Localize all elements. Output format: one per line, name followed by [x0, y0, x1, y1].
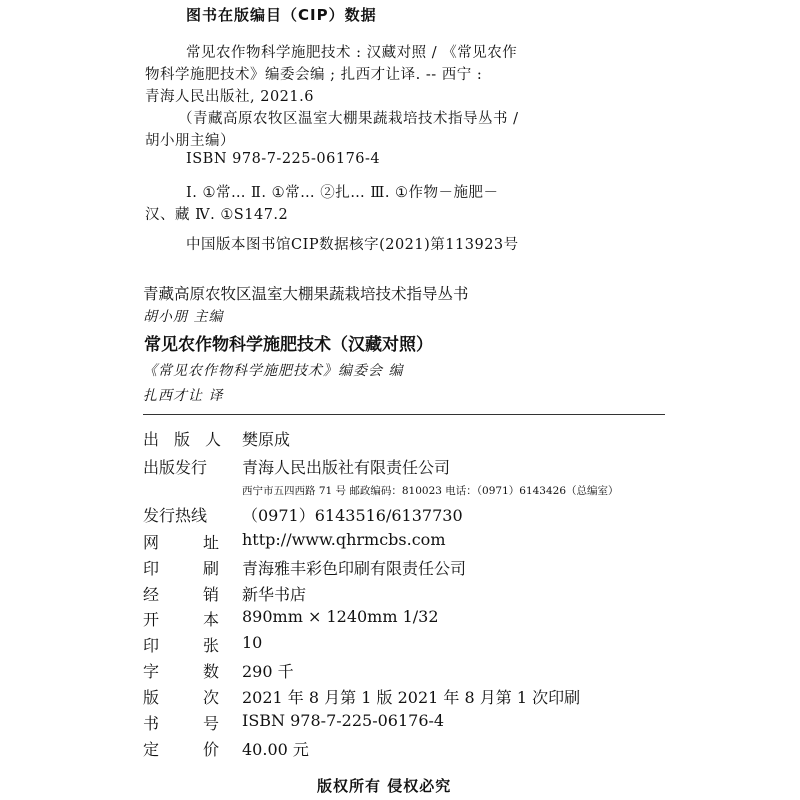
format-value: 890mm × 1240mm 1/32	[242, 607, 439, 626]
cip-line-3: 青海人民出版社, 2021.6	[145, 89, 314, 105]
format-label: 开 本	[143, 610, 219, 629]
price-value: 40.00 元	[242, 740, 309, 759]
seller-value: 新华书店	[242, 585, 307, 604]
divider-rule	[143, 414, 665, 415]
series-editor: 胡小朋 主编	[143, 309, 224, 325]
cip-line-2: 物科学施肥技术》编委会编 ; 扎西才让译. -- 西宁 :	[145, 67, 483, 83]
hotline-value: （0971）6143516/6137730	[242, 506, 463, 525]
cip-heading: 图书在版编目（CIP）数据	[186, 6, 377, 24]
isbn-value: ISBN 978-7-225-06176-4	[242, 711, 445, 730]
distribution-label: 出版发行	[143, 458, 208, 477]
printer-value: 青海雅丰彩色印刷有限责任公司	[242, 559, 467, 578]
copyright-notice: 版权所有 侵权必究	[317, 777, 452, 795]
cip-line-1: 常见农作物科学施肥技术 : 汉藏对照 / 《常见农作	[186, 45, 518, 61]
edition-label: 版 次	[143, 688, 219, 707]
cip-line-4: （青藏高原农牧区温室大棚果蔬栽培技术指导丛书 /	[178, 111, 519, 127]
seller-label: 经 销	[143, 585, 219, 604]
sheets-value: 10	[242, 633, 263, 652]
book-title: 常见农作物科学施肥技术（汉藏对照）	[144, 335, 433, 355]
website-label: 网 址	[143, 533, 219, 552]
cip-classification-2: 汉、藏 Ⅳ. ①S147.2	[145, 207, 289, 223]
words-label: 字 数	[143, 662, 219, 681]
cip-record-number: 中国版本图书馆CIP数据核字(2021)第113923号	[186, 237, 519, 253]
cip-isbn: ISBN 978-7-225-06176-4	[186, 151, 381, 167]
distribution-value: 青海人民出版社有限责任公司	[242, 458, 451, 477]
hotline-label: 发行热线	[143, 506, 208, 525]
series-name: 青藏高原农牧区温室大棚果蔬栽培技术指导丛书	[143, 285, 469, 303]
isbn-label: 书 号	[143, 714, 219, 733]
publisher-address: 西宁市五四西路 71 号 邮政编码：810023 电话：（0971）6143426（总编室）	[242, 485, 619, 497]
publisher-label: 出 版 人	[143, 430, 221, 449]
price-label: 定 价	[143, 740, 219, 759]
edition-value: 2021 年 8 月第 1 版 2021 年 8 月第 1 次印刷	[242, 688, 581, 707]
book-translator: 扎西才让 译	[143, 388, 224, 404]
website-link[interactable]: http://www.qhrmcbs.com	[242, 530, 446, 549]
book-compiler: 《常见农作物科学施肥技术》编委会 编	[143, 363, 404, 379]
cip-classification-1: Ⅰ. ①常… Ⅱ. ①常… ②扎… Ⅲ. ①作物－施肥－	[186, 185, 499, 201]
words-value: 290 千	[242, 662, 294, 681]
cip-line-5: 胡小朋主编）	[145, 133, 235, 149]
publisher-value: 樊原成	[242, 430, 291, 449]
printer-label: 印 刷	[143, 559, 219, 578]
sheets-label: 印 张	[143, 636, 219, 655]
